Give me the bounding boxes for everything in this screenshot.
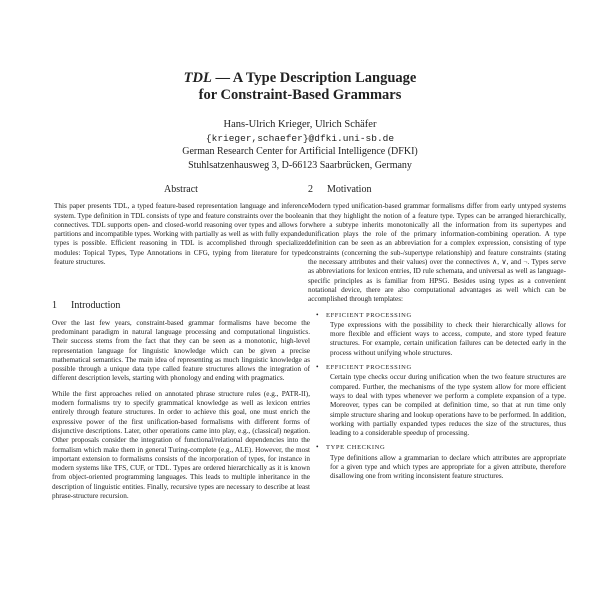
motivation-paragraph: Modern typed unification-based grammar formalisms differ from early untyped systems in that they highlight the notion of a feature type. Types can be arranged hierarchically, where a subtype inherits monotonically all the information from its supertypes and unification plays the role of the primary information-combining operation. A type definition can be seen as an abbreviation for a complex expression, consisting of type constraints (concerning the sub-/supertype relationship) and feature constraints (stating the necessary attributes and their values) over the connectives ∧, ∨, and ¬. Types serve as abbreviations for lexicon entries, ID rule schemata, and universal as well as language-specific principles as is familiar from HPSG. Besides using types as a convenient notational device, there are also computational advantages as well which can be accomplished through templates: [308, 202, 566, 304]
bullet-body: Type definitions allow a grammarian to declare which attributes are appropriate for a given type and which types are appropriate for a given attribute, therefore disallowing one from writing inconsistent feature structures. [330, 453, 566, 481]
introduction-title: Introduction [71, 300, 121, 312]
abstract-text: This paper presents TDL, a typed feature-based representation language and inference system. Type definition in TDL consists of type and feature constraints over the boolean connectives. TDL supports open- and closed-world reasoning over types and allows for partitions and incompatible types. Working with partially as well as with fully expanded types is possible. Efficient reasoning in TDL is accomplished through specialized modules: Topical Types, Type Annotations in CFG, typing from literature for typed feature structures. [54, 202, 308, 267]
motivation-bullet-list [308, 311, 566, 482]
paper-title [0, 70, 600, 104]
list-item [316, 311, 566, 358]
motivation-title: Motivation [327, 184, 372, 195]
paper-header [0, 70, 600, 173]
left-column [52, 185, 310, 507]
motivation-heading [308, 185, 566, 194]
bullet-body: Certain type checks occur during unification when the two feature structures are compared. Further, the mechanisms of the type system allow for more efficient ways to deal with types whenever we perform a complete expansion of a type. Moreover, types can be compiled at definition time, so that at run time only simple structure sharing and lookup operations have to be performed. In addition, working with partially expanded types reduces the size of the structures, thus leading to a considerable speedup of processing. [330, 373, 566, 438]
bullet-title: • EFFICIENT PROCESSING [326, 364, 412, 372]
author-names: Hans-Ulrich Krieger, Ulrich Schäfer [223, 119, 377, 130]
list-item [316, 443, 566, 481]
introduction-paragraph: Over the last few years, constraint-based grammar formalisms have become the predominant paradigm in natural language processing and computational linguistics. Their success stems from the fact that they can be seen as a monotonic, high-level representation language for linguistic knowledge which can be given a precise mathematical semantics. The main idea of representing as much linguistic knowledge as possible through a unique data type called feature structures allows the integration of different description levels, starting with phonology and ending with pragmatics. [52, 318, 310, 383]
introduction-paragraph: While the first approaches relied on annotated phrase structure rules (e.g., PATR-II), modern formalisms try to specify grammatical knowledge as well as lexicon entries entirely through feature structures. In order to achieve this goal, one must enrich the expressive power of the first unification-based formalisms with different forms of disjunctive descriptions. Later, other operations came into play, e.g., (classical) negation. Other proposals consider the integration of functional/relational dependencies into the formalism which make them in general Turing-complete (e.g., ALE). However, the most important extension to formalisms consists of the incorporation of types, for instance in modern systems like TFS, CUF, or TDL. Types are ordered hierarchically as it is known from object-oriented programming languages. This leads to multiple inheritance in the description of linguistic entities. Finally, recursive types are necessary to describe at least phrase-structure recursion. [52, 389, 310, 501]
title-line2: for Constraint-Based Grammars [198, 87, 402, 103]
introduction-number: 1 [52, 300, 57, 312]
title-system-name: TDL [183, 70, 212, 86]
title-line1-rest: — A Type Description Language [211, 70, 417, 86]
author-affiliation: German Research Center for Artificial Intelligence (DFKI) [182, 146, 418, 157]
list-item [316, 363, 566, 438]
abstract-heading: Abstract [164, 184, 198, 195]
bullet-body: Type expressions with the possibility to check their hierarchically allows for more flexible and efficient ways to access, compute, and store typed feature structures. For example, certain unification failures can be detected early in the process without unifying whole structures. [330, 320, 566, 357]
motivation-number: 2 [308, 184, 313, 195]
right-column [308, 185, 566, 487]
author-emails: {krieger,schaefer}@dfki.uni-sb.de [205, 133, 395, 144]
bullet-title: • EFFICIENT PROCESSING [326, 311, 412, 319]
author-address: Stuhlsatzenhausweg 3, D-66123 Saarbrücken, Germany [188, 160, 412, 171]
bullet-title: • TYPE CHECKING [326, 444, 386, 452]
introduction-heading [52, 301, 310, 310]
